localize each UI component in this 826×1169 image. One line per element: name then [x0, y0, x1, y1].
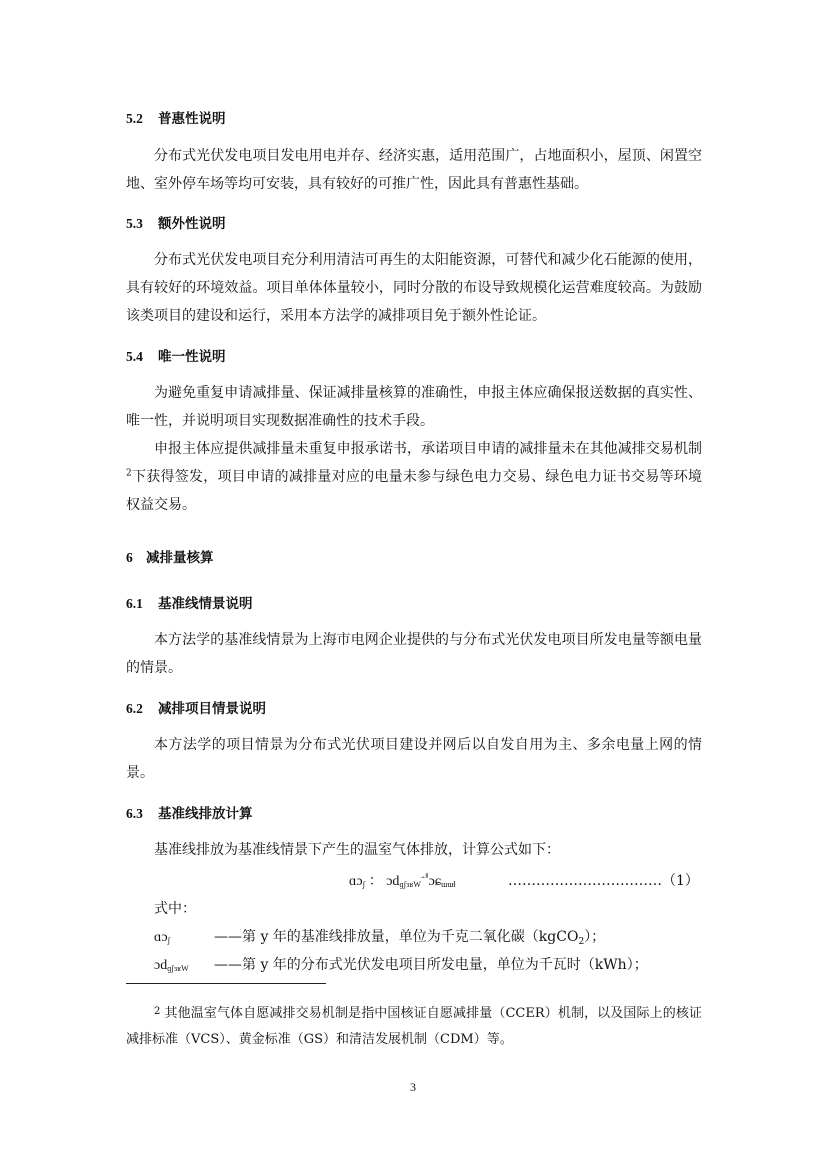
section-number: 6.2 — [126, 701, 143, 716]
definition-text: ——第 y 年的分布式光伏发电项目所发电量，单位为千瓦时（kWh）； — [214, 957, 648, 973]
section-title: 减排量核算 — [146, 550, 214, 566]
section-heading-5-2 — [126, 107, 226, 127]
section-heading-6-3 — [126, 802, 253, 822]
definition-row — [154, 954, 648, 974]
formula-subscript: ɡʃɜʁW — [399, 880, 421, 889]
footnote-separator — [126, 983, 326, 984]
definition-symbol: ɑɔ$_ʃ$ — [154, 930, 171, 945]
footnote-mark: 2 — [154, 1006, 161, 1017]
paragraph: 分布式光伏发电项目充分利用清洁可再生的太阳能资源，可替代和减少化石能源的使用，具有较好的环境效益。项目单体体量较小，同时分散的布设导致规模化运营难度较高。为鼓励该类项目的建设和运行，采用本方法学的减排项目免于额外性论证。 — [126, 252, 702, 324]
section-heading-6-2 — [126, 697, 266, 717]
paragraph: 分布式光伏发电项目发电用电并存、经济实惠，适用范围广，占地面积小，屋顶、闲置空地、室外停车场等均可安装，具有较好的可推广性，因此具有普惠性基础。 — [126, 148, 702, 192]
formula-symbol: ɔɕ — [428, 874, 442, 889]
section-title: 减排项目情景说明 — [158, 701, 266, 717]
formula-equals: ： — [368, 874, 383, 889]
section-number: 5.3 — [126, 216, 143, 231]
section-number: 5.2 — [126, 111, 143, 126]
paragraph-text: 下获得签发，项目申请的减排量对应的电量未参与绿色电力交易、绿色电力证书交易等环境权益交易。 — [126, 469, 702, 513]
section-heading-5-4 — [126, 345, 226, 365]
where-label: 式中： — [154, 901, 196, 917]
footnote-ref[interactable]: 2 — [126, 468, 132, 479]
formula — [349, 870, 456, 890]
definition-row — [154, 926, 605, 947]
section-title: 基准线排放计算 — [158, 806, 253, 822]
formula-operator: ᆀ — [420, 873, 429, 882]
section-heading-5-3 — [126, 212, 226, 232]
section-title: 普惠性说明 — [158, 111, 226, 127]
section-number: 6.3 — [126, 806, 143, 821]
section-number: 6 — [126, 550, 133, 565]
section-heading-6 — [126, 546, 214, 566]
section-heading-6-1 — [126, 592, 253, 612]
definition-symbol: ɔd$_{ɡʃɜʁW}$ — [154, 958, 189, 973]
formula-subscript: ɯɯɬ — [441, 880, 456, 889]
paragraph: 本方法学的项目情景为分布式光伏项目建设并网后以自发自用为主、多余电量上网的情景。 — [126, 737, 702, 781]
formula-subscript: ʃ — [362, 880, 366, 889]
page-number: 3 — [410, 1080, 416, 1094]
section-title: 额外性说明 — [158, 216, 226, 232]
paragraph: 基准线排放为基准线情景下产生的温室气体排放，计算公式如下： — [154, 842, 560, 858]
definition-text: ——第 y 年的基准线排放量，单位为千克二氧化碳（kgCO — [214, 929, 579, 945]
footnote-text: 其他温室气体自愿减排交易机制是指中国核证自愿减排量（CCER）机制，以及国际上的核证减排标准（VCS）、黄金标准（GS）和清洁发展机制（CDM）等。 — [126, 1006, 702, 1047]
footnote — [126, 999, 702, 1053]
paragraph-text: 申报主体应提供减排量未重复申报承诺书，承诺项目申请的减排量未在其他减排交易机制 — [154, 441, 702, 457]
paragraph — [126, 435, 702, 519]
section-number: 6.1 — [126, 596, 143, 611]
section-title: 基准线情景说明 — [158, 596, 253, 612]
section-title: 唯一性说明 — [158, 349, 226, 365]
formula-symbol: ɔd — [386, 874, 400, 889]
definition-subscript: 2 — [578, 937, 585, 947]
section-number: 5.4 — [126, 349, 143, 364]
paragraph: 本方法学的基准线情景为上海市电网企业提供的与分布式光伏发电项目所发电量等额电量的情景。 — [126, 632, 702, 676]
paragraph: 为避免重复申请减排量、保证减排量核算的准确性，申报主体应确保报送数据的真实性、唯一性，并说明项目实现数据准确性的技术手段。 — [126, 385, 702, 429]
formula-symbol: ɑɔ — [349, 874, 363, 889]
definition-text: ）； — [584, 929, 606, 945]
equation-number: ……………………………（1） — [508, 873, 699, 889]
